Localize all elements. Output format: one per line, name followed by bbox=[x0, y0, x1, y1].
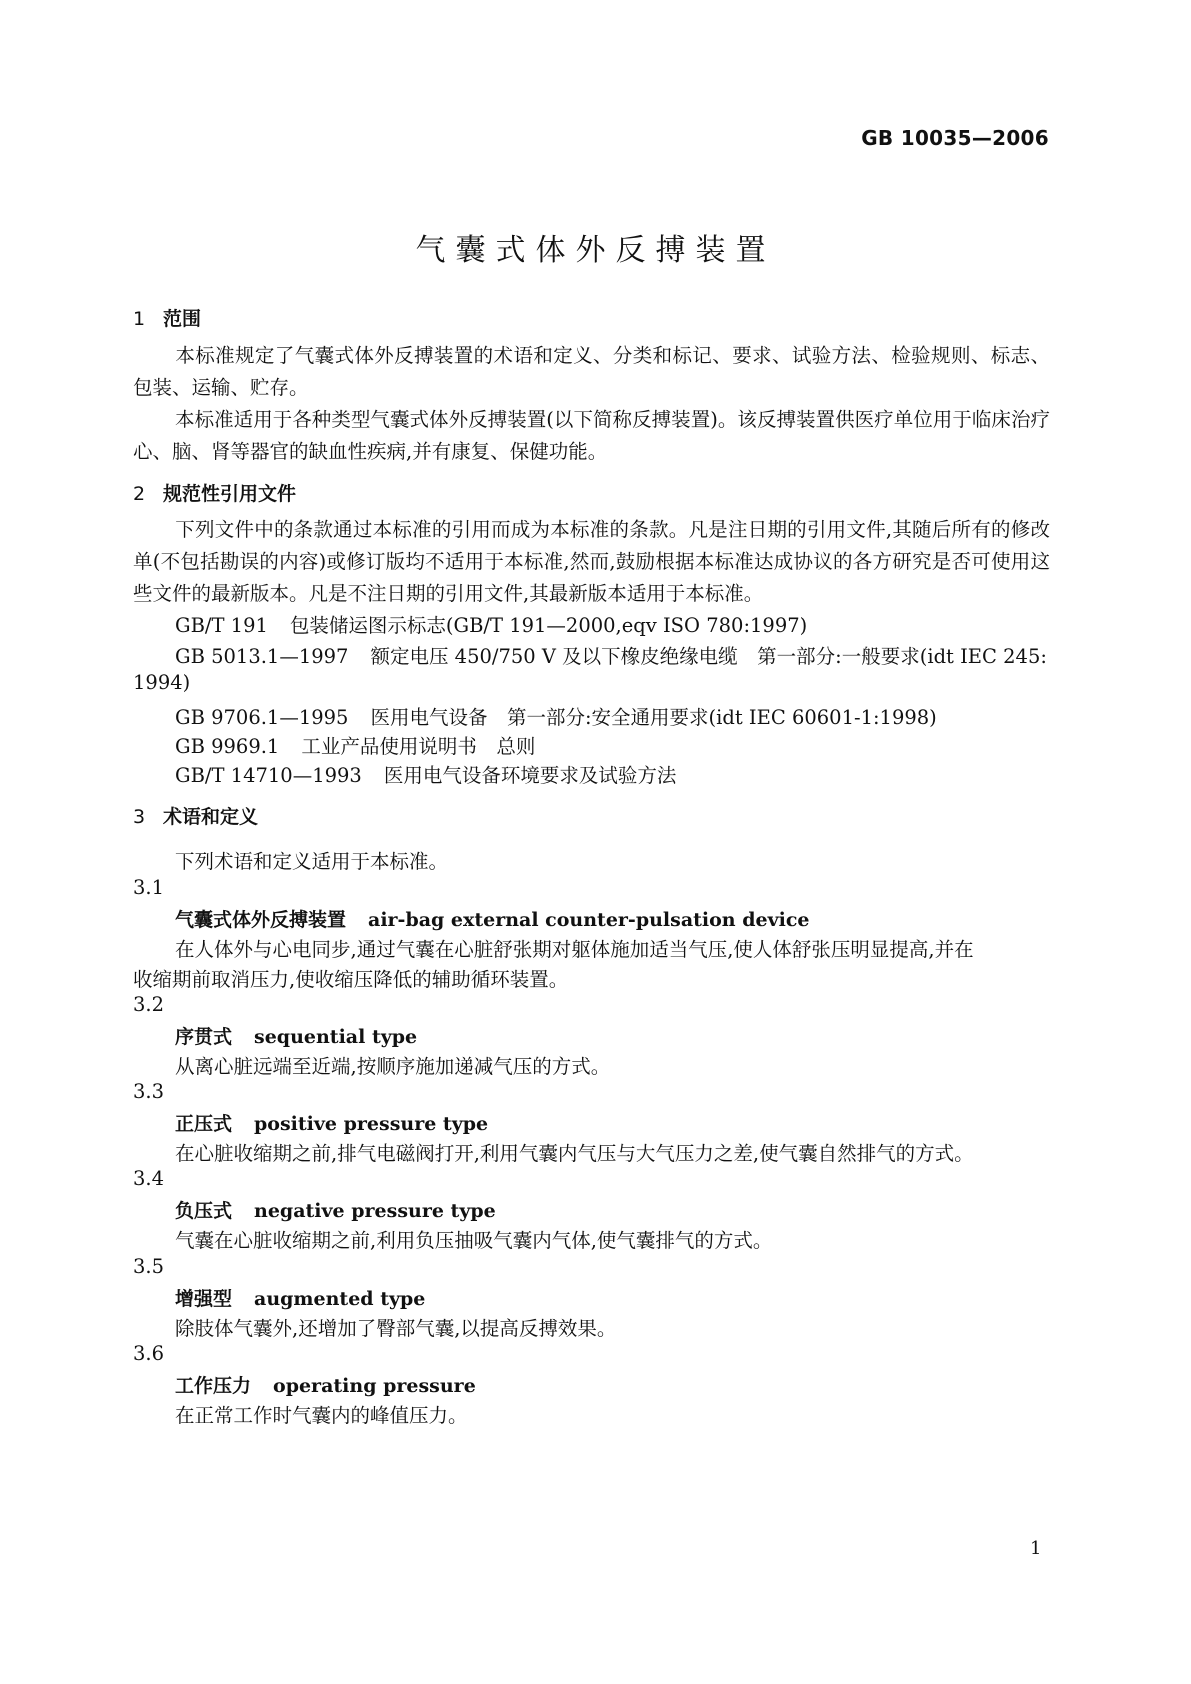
reference-item bbox=[175, 610, 807, 638]
section-title: 规范性引用文件 bbox=[163, 483, 297, 505]
term-definition: 除肢体气囊外,还增加了臀部气囊,以提高反搏效果。 bbox=[175, 1317, 617, 1340]
term-definition-continued: 收缩期前取消压力,使收缩压降低的辅助循环装置。 bbox=[133, 968, 569, 991]
term-heading bbox=[175, 1284, 425, 1311]
term-heading bbox=[175, 1371, 476, 1398]
standard-number: GB 10035—2006 bbox=[861, 126, 1049, 150]
reference-item bbox=[175, 702, 937, 730]
term-en: positive pressure type bbox=[254, 1113, 489, 1135]
term-definition: 在人体外与心电同步,通过气囊在心脏舒张期对躯体施加适当气压,使人体舒张压明显提高,并在 bbox=[175, 938, 974, 961]
clause-number: 3.3 bbox=[133, 1080, 165, 1103]
section-intro: 下列术语和定义适用于本标准。 bbox=[175, 850, 449, 873]
reference-title: 医用电气设备 第一部分:安全通用要求(idt IEC 60601-1:1998) bbox=[370, 706, 937, 729]
reference-code: GB/T 191 bbox=[175, 614, 268, 637]
clause-number: 3.5 bbox=[133, 1255, 165, 1278]
document-title: 气囊式体外反搏装置 bbox=[415, 233, 776, 268]
reference-code: GB/T 14710—1993 bbox=[175, 764, 362, 787]
page-number: 1 bbox=[1030, 1538, 1042, 1559]
clause-number: 3.2 bbox=[133, 993, 165, 1016]
term-heading bbox=[175, 1109, 488, 1136]
clause-number: 3.4 bbox=[133, 1167, 165, 1190]
reference-code: GB 5013.1—1997 bbox=[175, 645, 349, 668]
section-number: 2 bbox=[133, 483, 146, 505]
reference-title: 额定电压 450/750 V 及以下橡皮绝缘电缆 第一部分:一般要求(idt IEC 245: bbox=[370, 645, 1047, 668]
term-zh: 气囊式体外反搏装置 bbox=[175, 909, 347, 931]
reference-continuation: 1994) bbox=[133, 671, 191, 694]
section-1-heading bbox=[133, 304, 201, 331]
paragraph: 本标准适用于各种类型气囊式体外反搏装置(以下简称反搏装置)。该反搏装置供医疗单位用于临床治疗心、脑、肾等器官的缺血性疾病,并有康复、保健功能。 bbox=[133, 408, 1050, 463]
term-en: air-bag external counter-pulsation device bbox=[368, 909, 810, 931]
term-heading bbox=[175, 1196, 496, 1223]
reference-item bbox=[175, 760, 676, 788]
section-title: 术语和定义 bbox=[163, 806, 259, 828]
section-number: 3 bbox=[133, 806, 146, 828]
reference-item bbox=[175, 731, 535, 759]
term-definition: 气囊在心脏收缩期之前,利用负压抽吸气囊内气体,使气囊排气的方式。 bbox=[175, 1229, 773, 1252]
term-en: negative pressure type bbox=[254, 1200, 496, 1222]
term-heading bbox=[175, 1022, 417, 1049]
reference-code: GB 9706.1—1995 bbox=[175, 706, 349, 729]
term-zh: 工作压力 bbox=[175, 1375, 252, 1397]
term-en: sequential type bbox=[254, 1026, 418, 1048]
reference-title: 包装储运图示标志(GB/T 191—2000,eqv ISO 780:1997) bbox=[289, 614, 808, 637]
reference-title: 工业产品使用说明书 总则 bbox=[301, 735, 536, 758]
term-zh: 增强型 bbox=[175, 1288, 233, 1310]
reference-title: 医用电气设备环境要求及试验方法 bbox=[383, 764, 677, 787]
section-number: 1 bbox=[133, 308, 146, 330]
paragraph: 下列文件中的条款通过本标准的引用而成为本标准的条款。凡是注日期的引用文件,其随后所有的修改单(不包括勘误的内容)或修订版均不适用于本标准,然而,鼓励根据本标准达成协议的各方研究是否可使用这些文件的最新版本。凡是不注日期的引用文件,其最新版本适用于本标准。 bbox=[133, 518, 1050, 605]
clause-number: 3.6 bbox=[133, 1342, 165, 1365]
reference-code: GB 9969.1 bbox=[175, 735, 280, 758]
section-2-heading bbox=[133, 479, 296, 506]
term-definition: 在正常工作时气囊内的峰值压力。 bbox=[175, 1404, 468, 1427]
paragraph: 本标准规定了气囊式体外反搏装置的术语和定义、分类和标记、要求、试验方法、检验规则、标志、包装、运输、贮存。 bbox=[133, 344, 1050, 399]
section-3-heading bbox=[133, 802, 258, 829]
term-zh: 正压式 bbox=[175, 1113, 233, 1135]
term-zh: 序贯式 bbox=[175, 1026, 233, 1048]
section-title: 范围 bbox=[163, 308, 202, 330]
term-en: augmented type bbox=[254, 1288, 426, 1310]
term-heading bbox=[175, 905, 810, 932]
clause-number: 3.1 bbox=[133, 876, 165, 899]
term-zh: 负压式 bbox=[175, 1200, 233, 1222]
term-definition: 从离心脏远端至近端,按顺序施加递减气压的方式。 bbox=[175, 1055, 611, 1078]
reference-item bbox=[175, 641, 1047, 669]
term-en: operating pressure bbox=[273, 1375, 476, 1397]
term-definition: 在心脏收缩期之前,排气电磁阀打开,利用气囊内气压与大气压力之差,使气囊自然排气的方式。 bbox=[175, 1142, 974, 1165]
